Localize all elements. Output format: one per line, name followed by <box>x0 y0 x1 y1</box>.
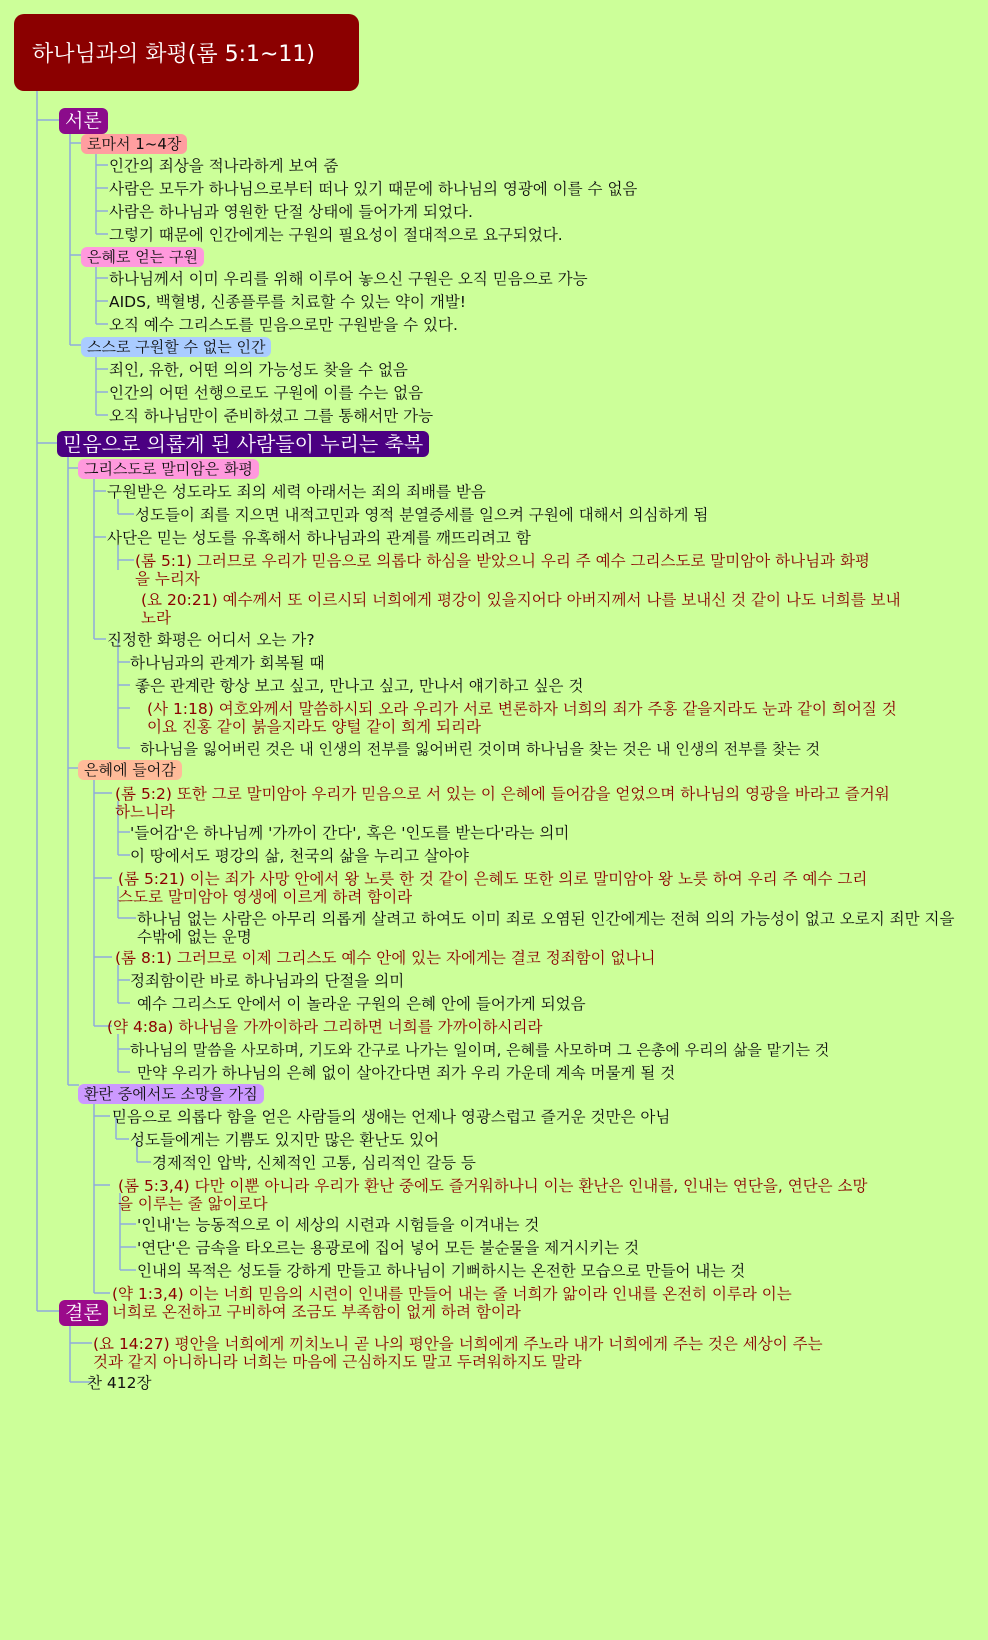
item-e1b: 이 땅에서도 평강의 삶, 천국의 삶을 누리고 살아야 <box>130 847 469 865</box>
section-intro: 서론 <box>59 108 108 134</box>
item-e3a: 정죄함이란 바로 하나님과의 단절을 의미 <box>130 972 405 990</box>
item-c1: 죄인, 유한, 어떤 의의 가능성도 찾을 수 없음 <box>109 361 408 379</box>
item-f2b: '연단'은 금속을 타오르는 용광로에 집어 넣어 모든 불순물을 제거시키는 것 <box>137 1239 640 1257</box>
item-d3: 진정한 화평은 어디서 오는 가? <box>107 631 315 649</box>
item-f1a: 성도들에게는 기쁨도 있지만 많은 환난도 있어 <box>130 1131 440 1149</box>
verse-f3: (약 1:3,4) 이는 너희 믿음의 시련이 인내를 만들어 내는 줄 너희가 앎이라 인내를 온전히 이루라 이는 너희로 온전하고 구비하여 조금도 부족함이 없게 하려 함이라 <box>112 1285 792 1321</box>
verse-d2b: (요 20:21) 예수께서 또 이르시되 너희에게 평강이 있을지어다 아버지께서 나를 보내신 것 같이 나도 너희를 보내노라 <box>141 591 901 627</box>
item-e3b: 예수 그리스도 안에서 이 놀라운 구원의 은혜 안에 들어가게 되었음 <box>137 995 586 1013</box>
item-d2: 사단은 믿는 성도를 유혹해서 하나님과의 관계를 깨뜨리려고 함 <box>107 529 531 547</box>
topic-enter: 은혜에 들어감 <box>78 760 182 780</box>
verse-e3: (롬 8:1) 그러므로 이제 그리스도 예수 안에 있는 자에게는 결코 정죄함이 없나니 <box>115 949 656 967</box>
section-conclusion: 결론 <box>59 1300 108 1326</box>
verse-e1: (롬 5:2) 또한 그로 말미암아 우리가 믿음으로 서 있는 이 은혜에 들어감을 얻었으며 하나님의 영광을 바라고 즐거워하느니라 <box>115 785 890 821</box>
item-d3a: 하나님과의 관계가 회복될 때 <box>130 654 325 672</box>
item-g2: 찬 412장 <box>87 1374 152 1392</box>
topic-grace: 은혜로 얻는 구원 <box>81 247 204 267</box>
item-e1a: '들어감'은 하나님께 '가까이 간다', 혹은 '인도를 받는다'라는 의미 <box>130 824 570 842</box>
item-e4b: 만약 우리가 하나님의 은혜 없이 살아간다면 죄가 우리 가운데 계속 머물게 될 것 <box>137 1064 676 1082</box>
item-f2c: 인내의 목적은 성도들 강하게 만들고 하나님이 기뻐하시는 온전한 모습으로 만들어 내는 것 <box>137 1262 746 1280</box>
item-a1: 인간의 죄상을 적나라하게 보여 줌 <box>109 157 339 175</box>
item-f1b: 경제적인 압박, 신체적인 고통, 심리적인 갈등 등 <box>152 1154 476 1172</box>
item-b1: 하나님께서 이미 우리를 위해 이루어 놓으신 구원은 오직 믿음으로 가능 <box>109 270 588 288</box>
item-f2a: '인내'는 능동적으로 이 세상의 시련과 시험들을 이겨내는 것 <box>137 1216 540 1234</box>
topic-hope: 환란 중에서도 소망을 가짐 <box>78 1084 264 1104</box>
item-c2: 인간의 어떤 선행으로도 구원에 이를 수는 없음 <box>109 384 424 402</box>
section-body: 믿음으로 의롭게 된 사람들이 누리는 축복 <box>57 431 429 457</box>
item-c3: 오직 하나님만이 준비하셨고 그를 통해서만 가능 <box>109 407 434 425</box>
verse-e4: (약 4:8a) 하나님을 가까이하라 그리하면 너희를 가까이하시리라 <box>107 1018 543 1036</box>
item-e2a: 하나님 없는 사람은 아무리 의롭게 살려고 하여도 이미 죄로 오염된 인간에게는 전혀 의의 가능성이 없고 오로지 죄만 지을 수밖에 없는 운명 <box>137 910 955 946</box>
item-d1a: 성도들이 죄를 지으면 내적고민과 영적 분열증세를 일으켜 구원에 대해서 의심하게 됨 <box>135 506 709 524</box>
item-d1: 구원받은 성도라도 죄의 세력 아래서는 죄의 죄배를 받음 <box>107 483 486 501</box>
item-d3b: 좋은 관계란 항상 보고 싶고, 만나고 싶고, 만나서 얘기하고 싶은 것 <box>135 677 584 695</box>
item-f1: 믿음으로 의롭다 함을 얻은 사람들의 생애는 언제나 영광스럽고 즐거운 것만은 아님 <box>112 1108 671 1126</box>
item-b2: AIDS, 백혈병, 신종플루를 치료할 수 있는 약이 개발! <box>109 293 467 311</box>
item-d3d: 하나님을 잃어버린 것은 내 인생의 전부를 잃어버린 것이며 하나님을 찾는 것은 내 인생의 전부를 찾는 것 <box>140 740 821 758</box>
item-a2: 사람은 모두가 하나님으로부터 떠나 있기 때문에 하나님의 영광에 이를 수 없음 <box>109 180 638 198</box>
verse-g1: (요 14:27) 평안을 너희에게 끼치노니 곧 나의 평안을 너희에게 주노라 내가 너희에게 주는 것은 세상이 주는 것과 같지 아니하니라 너희는 마음에 근심하지도 말고 두려워하지도 말라 <box>93 1335 823 1371</box>
topic-peace: 그리스도로 말미암은 화평 <box>78 459 259 479</box>
verse-e2: (롬 5:21) 이는 죄가 사망 안에서 왕 노릇 한 것 같이 은혜도 또한 의로 말미암아 왕 노릇 하여 우리 주 예수 그리스도로 말미암아 영생에 이르게 하려 함이라 <box>118 870 868 906</box>
item-e4a: 하나님의 말씀을 사모하며, 기도와 간구로 나가는 일이며, 은혜를 사모하며 그 은총에 우리의 삶을 맡기는 것 <box>130 1041 830 1059</box>
verse-d3c: (사 1:18) 여호와께서 말씀하시되 오라 우리가 서로 변론하자 너희의 죄가 주홍 같을지라도 눈과 같이 희어질 것이요 진홍 같이 붉을지라도 양털 같이 희게 되리라 <box>147 700 897 736</box>
diagram-title: 하나님과의 화평(롬 5:1~11) <box>14 14 359 91</box>
topic-romans: 로마서 1~4장 <box>81 134 187 154</box>
item-a4: 그렇기 때문에 인간에게는 구원의 필요성이 절대적으로 요구되었다. <box>109 226 563 244</box>
item-b3: 오직 예수 그리스도를 믿음으로만 구원받을 수 있다. <box>109 316 458 334</box>
verse-d2a: (롬 5:1) 그러므로 우리가 믿음으로 의롭다 하심을 받았으니 우리 주 예수 그리스도로 말미암아 하나님과 화평을 누리자 <box>135 552 870 588</box>
item-a3: 사람은 하나님과 영원한 단절 상태에 들어가게 되었다. <box>109 203 473 221</box>
verse-f2: (롬 5:3,4) 다만 이뿐 아니라 우리가 환난 중에도 즐거워하나니 이는 환난은 인내를, 인내는 연단을, 연단은 소망을 이루는 줄 앎이로다 <box>118 1177 868 1213</box>
topic-cannot: 스스로 구원할 수 없는 인간 <box>81 337 271 357</box>
